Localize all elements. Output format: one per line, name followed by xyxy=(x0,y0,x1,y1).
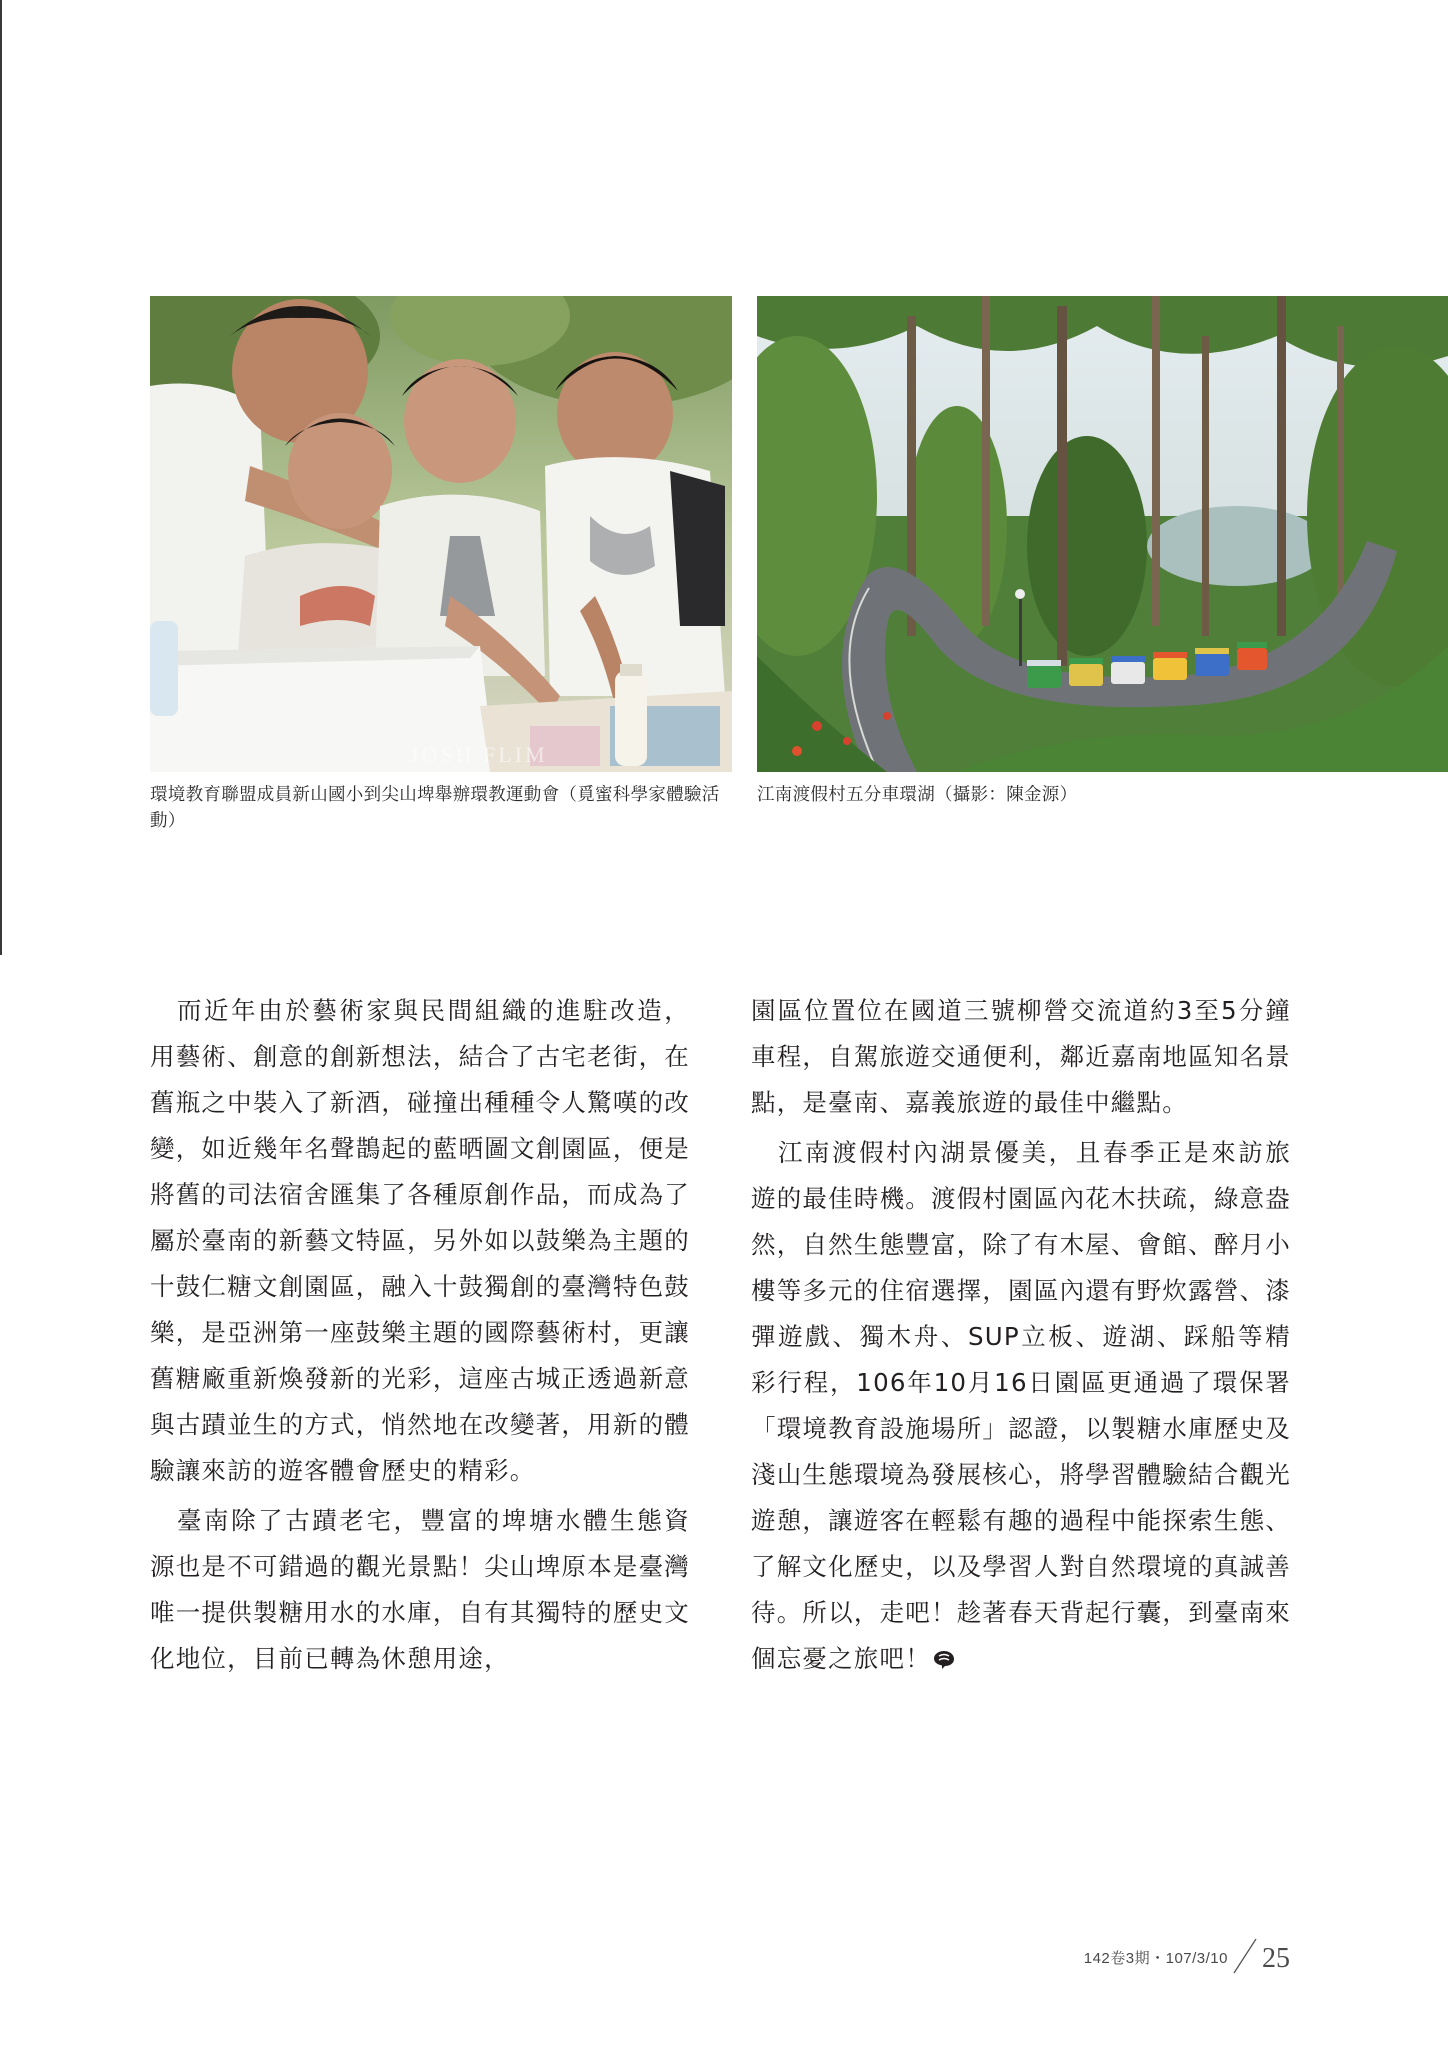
photo-watermark: JOSH FLIM xyxy=(410,742,548,767)
article-column-right xyxy=(751,988,1291,1686)
paragraph: 而近年由於藝術家與民間組織的進駐改造，用藝術、創意的創新想法，結合了古宅老街，在舊瓶之中裝入了新酒，碰撞出種種令人驚嘆的改變，如近幾年名聲鵲起的藍晒圖文創園區，便是將舊的司法宿舍匯集了各種原創作品，而成為了屬於臺南的新藝文特區，另外如以鼓樂為主題的十鼓仁糖文創園區，融入十鼓獨創的臺灣特色鼓樂，是亞洲第一座鼓樂主題的國際藝術村，更讓舊糖廠重新煥發新的光彩，這座古城正透過新意與古蹟並生的方式，悄然地在改變著，用新的體驗讓來訪的遊客體會歷史的精彩。 xyxy=(150,996,690,1485)
page-number: 25 xyxy=(1262,1943,1290,1974)
caption-left-photo: 環境教育聯盟成員新山國小到尖山埤舉辦環教運動會（覓蜜科學家體驗活動） xyxy=(150,785,720,831)
article-end-mark-icon xyxy=(933,1650,955,1670)
page-footer xyxy=(1084,1938,1290,1974)
footer-slash-divider xyxy=(1232,1938,1258,1974)
photo-children-science-activity xyxy=(150,296,732,772)
caption-right-photo: 江南渡假村五分車環湖（攝影：陳金源） xyxy=(757,785,1078,805)
paragraph-with-end-mark xyxy=(751,1130,1291,1682)
photo-children-illustration xyxy=(150,296,732,772)
paragraph: 園區位置位在國道三號柳營交流道約3至5分鐘車程，自駕旅遊交通便利，鄰近嘉南地區知名景點，是臺南、嘉義旅遊的最佳中繼點。 xyxy=(751,996,1291,1117)
photo-forest-train-illustration xyxy=(757,296,1448,772)
paragraph: 江南渡假村內湖景優美，且春季正是來訪旅遊的最佳時機。渡假村園區內花木扶疏，綠意盎然，自然生態豐富，除了有木屋、會館、醉月小樓等多元的住宿選擇，園區內還有野炊露營、漆彈遊戲、獨木舟、SUP立板、遊湖、踩船等精彩行程，106年10月16日園區更通過了環保署「環境教育設施場所」認證，以製糖水庫歷史及淺山生態環境為發展核心，將學習體驗結合觀光遊憩，讓遊客在輕鬆有趣的過程中能探索生態、了解文化歷史，以及學習人對自然環境的真誠善待。所以，走吧！趁著春天背起行囊，到臺南來個忘憂之旅吧！ xyxy=(751,1138,1291,1673)
paragraph: 臺南除了古蹟老宅，豐富的埤塘水體生態資源也是不可錯過的觀光景點！尖山埤原本是臺灣唯一提供製糖用水的水庫，自有其獨特的歷史文化地位，目前已轉為休憩用途， xyxy=(150,1506,690,1673)
photo-forest-train xyxy=(757,296,1448,772)
page-edge-line xyxy=(0,0,2,955)
issue-info: 142卷3期・107/3/10 xyxy=(1083,1950,1228,1967)
article-column-left xyxy=(150,988,690,1686)
